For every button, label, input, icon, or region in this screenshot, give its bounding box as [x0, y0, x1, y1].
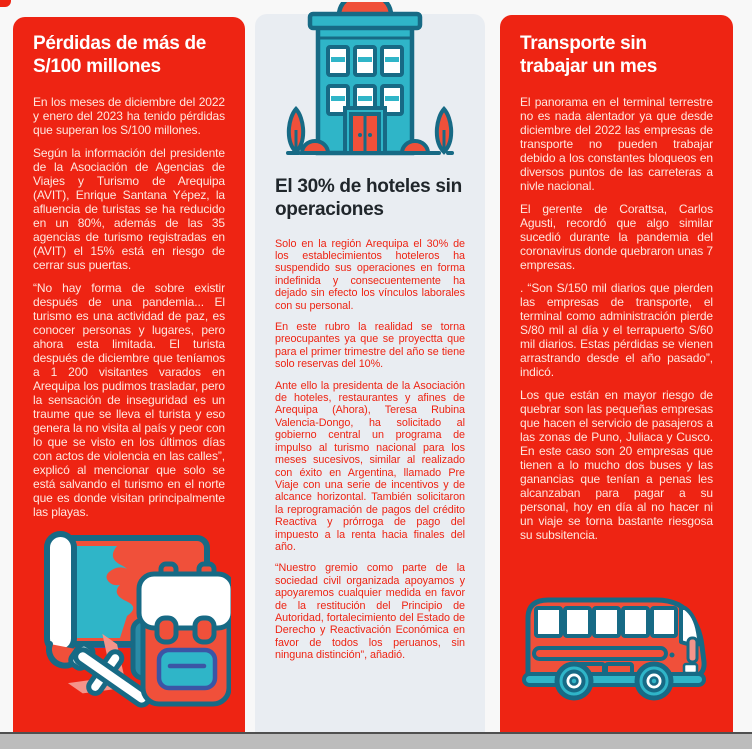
paragraph: Solo en la región Arequipa el 30% de los establecimientos hoteleros ha suspendido sus operaciones en forma indefinida y consecuentemente ha dejado sin efecto los vínculos laborales con su personal.: [275, 237, 465, 312]
page-bottom-bar: [0, 732, 752, 749]
backpack-icon: [133, 564, 231, 704]
column-tourism-losses: [13, 17, 245, 732]
middle-column-body: [275, 238, 465, 662]
left-column-title: Pérdidas de más de S/100 millones: [33, 33, 207, 77]
paragraph: “No hay forma de sobre existir después de una pandemia... El turismo es una actividad de paz, es conocer personas y lugares, pero ahora esta limitada. El turista después de diciembre que teníamos a 1 200 visitantes varados en Arequipa los pudimos trasladar, pero la sensación de inseguridad es un traume que se lleva el turista y eso genera la no visita al país y peor con lo que se visto en los últimos días con actos de violencia en las calles”, explicó al mencionar que solo se está salvando el turismo en el norte que es donde visitan principalmente las playas.: [33, 280, 225, 519]
paragraph: Ante ello la presidenta de la Asociación de hoteles, restaurantes y afines de Arequipa (Ahora), Teresa Rubina Valencia-Dongo, ha solicitado al gobierno central un programa de impulso al turismo nacional para los meses sucesivos, similar al realizado con éxito en Argentina, llamado Pre Viaje con una serie de incentivos y de alcance horizontal. También solicitaron la reprogramación de pagos del crédito Reactiva y prórroga de pago del impuesto a la renta hacia finales del año.: [275, 379, 465, 553]
bus-wheel-icon: [637, 664, 671, 698]
paragraph: En este rubro la realidad se torna preocupantes ya que se proyectta que para el primer trimestre del año se tiene solo reservas del 10%.: [275, 321, 465, 371]
column-hotels: [255, 14, 485, 732]
right-column-title: Transporte sin trabajar un mes: [520, 33, 657, 77]
paragraph: El gerente de Corattsa, Carlos Agusti, recordó que algo similar sucedió durante la pandemia del coronavirus donde quebraron unas 7 empresas.: [520, 201, 713, 272]
travel-illustration: [25, 528, 231, 728]
paragraph: Los que están en mayor riesgo de quebrar son las pequeñas empresas que hacen el servicio de pasajeros a las zonas de Puno, Juliaca y Cusco. En este caso son 20 empresas que tienen a lo mucho dos buses y las ganancias que tenían a penas les alcanzaban para pagar a su personal, hoy en día al no hacer ni un viaje se torna bastante riesgosa su subsitencia.: [520, 387, 713, 542]
hotel-illustration: [282, 2, 458, 160]
middle-column-title: El 30% de hoteles sin operaciones: [275, 176, 462, 220]
paragraph: El panorama en el terminal terrestre no es nada alentador ya que desde diciembre del 2022 las empresas de transporte no pueden trabajar debido a los constantes bloqueos en diversos puntos de las carreteras a nivle nacional.: [520, 94, 713, 193]
paragraph: En los meses de diciembre del 2022 y enero del 2023 ha tenido pérdidas que superan los S/100 millones.: [33, 94, 225, 137]
column-transport: [500, 15, 733, 732]
bus-icon: [524, 600, 704, 698]
paragraph: “Nuestro gremio como parte de la sociedad civil organizada apoyamos y apoyaremos cualquier medida en favor de la restitución del Principio de Autoridad, fortalecimiento del Estado de Derecho y Reactivación Económica en favor de todos los peruanos, sin ninguna distinción”, añadió.: [275, 562, 465, 662]
bus-wheel-icon: [557, 664, 591, 698]
corner-accent: [0, 0, 11, 7]
left-column-body: [33, 95, 225, 519]
hotel-icon: [288, 2, 452, 153]
bus-illustration: [516, 584, 714, 702]
paragraph: Según la información del presidente de la Asociación de Agencias de Viajes y Turismo de Arequipa (AVIT), Enrique Santana Yépez, la afluencia de turistas se ha reducido en un 80%, además de las 35 agencias de turismo registradas en (AVIT) el 15% está en riesgo de cerrar sus puertas.: [33, 145, 225, 272]
paragraph: . “Son S/150 mil diarios que pierden las empresas de transporte, el terminal como administración pierde S/80 mil al día y el terrapuerto S/60 mil diarios. Estas pérdidas se vienen arrastrando desde el año pasado”, indicó.: [520, 280, 713, 379]
right-column-body: [520, 95, 713, 542]
